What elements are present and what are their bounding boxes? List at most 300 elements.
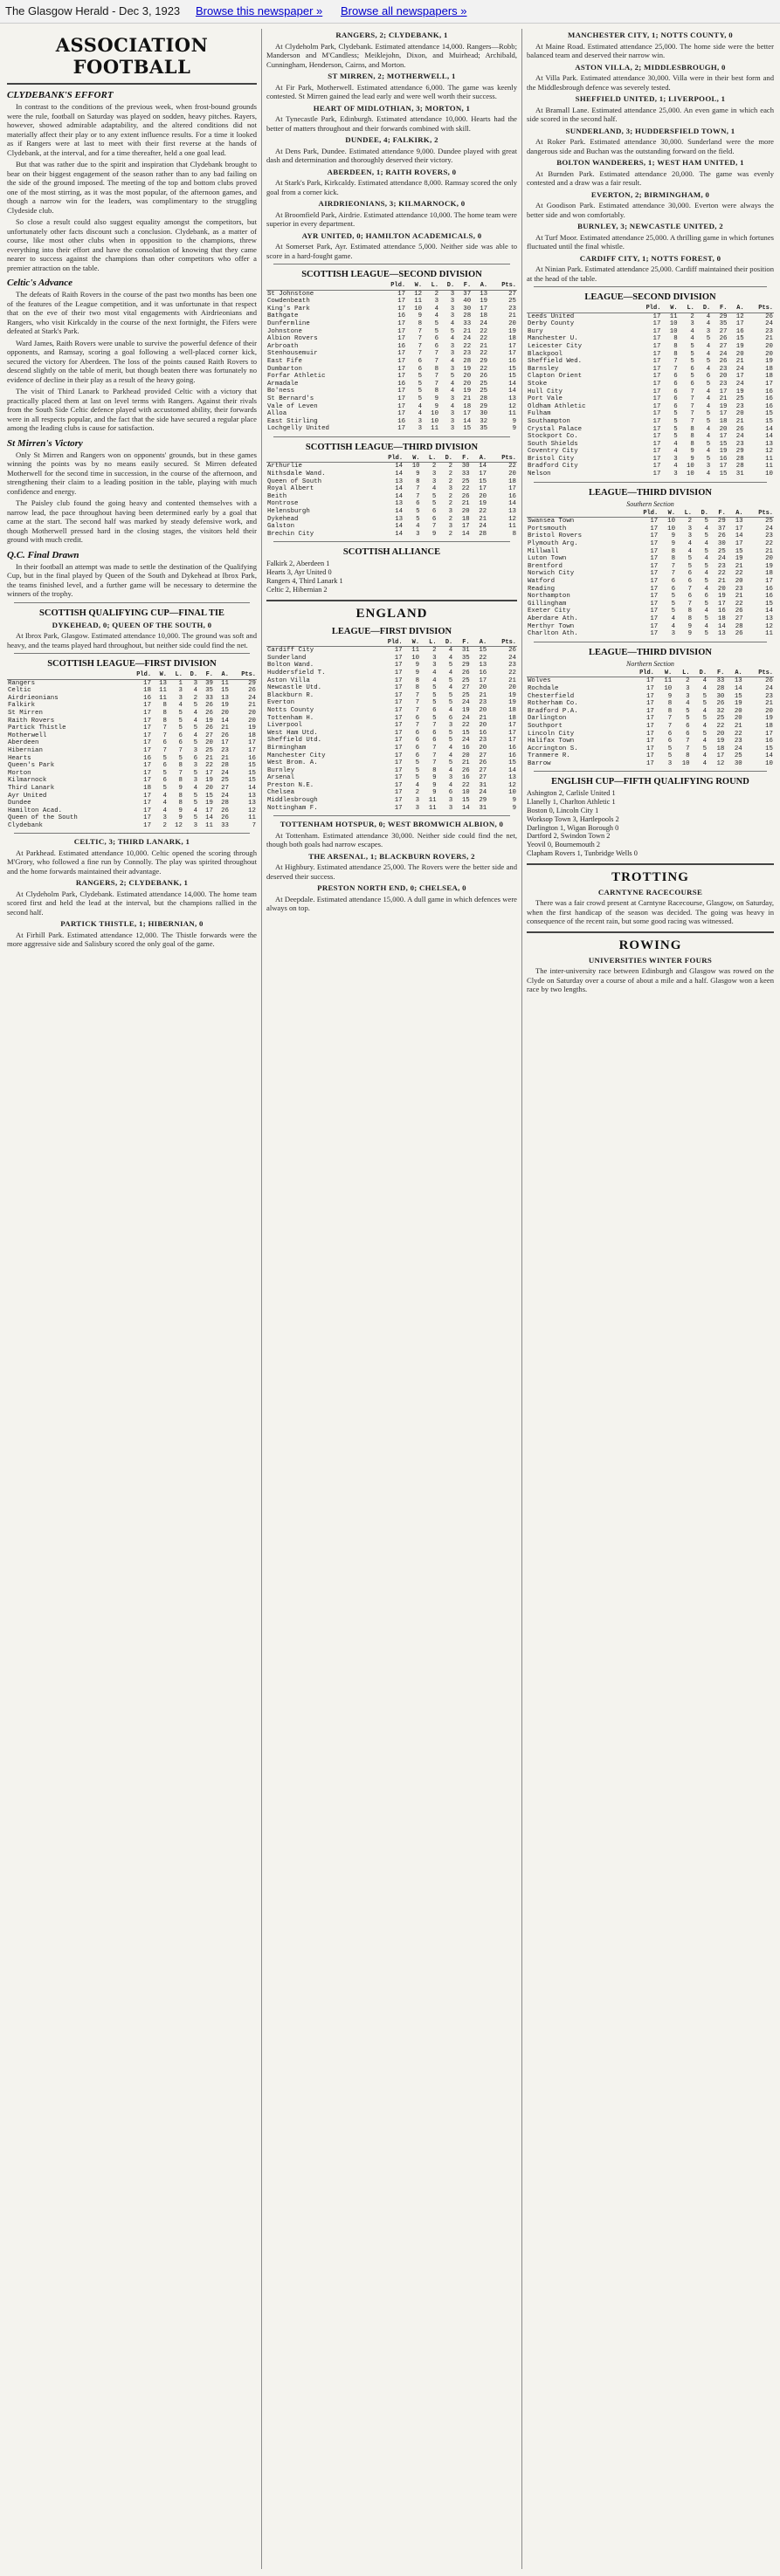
table-cell: 5 — [416, 515, 420, 523]
table-cell: 16 — [719, 455, 728, 463]
table-cell: 5 — [193, 725, 198, 732]
divider — [7, 83, 257, 85]
table-cell: 17 — [646, 752, 654, 760]
table-cell: 5 — [704, 532, 708, 540]
table-cell: 17 — [646, 730, 654, 738]
table-cell: 4 — [704, 585, 708, 593]
table-cell: 24 — [221, 792, 229, 800]
table-cell: 26 — [221, 732, 229, 739]
table-header-row — [527, 670, 774, 677]
team-name: Bury — [528, 327, 543, 335]
table-cell: 26 — [735, 630, 743, 638]
table-cell: 7 — [687, 600, 692, 608]
table-cell: 3 — [450, 350, 455, 358]
team-name: Swansea Town — [528, 518, 575, 526]
section-heading: St Mirren's Victory — [7, 437, 83, 449]
table-cell: 17 — [719, 433, 728, 441]
english-match-reports — [266, 820, 517, 913]
table-cell: 17 — [652, 350, 661, 358]
table-cell: 8 — [416, 477, 420, 485]
table-cell: 17 — [394, 691, 403, 699]
table-cell: 14 — [395, 492, 404, 500]
table-cell: 17 — [650, 518, 659, 526]
table-cell: 2 — [431, 463, 437, 471]
result-line: Darlington 1, Wigan Borough 0 — [527, 823, 619, 832]
table-cell: 17 — [652, 395, 661, 403]
table-cell: 3 — [450, 305, 455, 313]
team-name: West Brom. A. — [267, 759, 318, 767]
divider — [534, 286, 767, 287]
table-cell: 3 — [686, 684, 690, 692]
table-cell: 26 — [221, 807, 229, 814]
table-cell: 6 — [415, 737, 420, 745]
table-cell: 11 — [221, 679, 229, 687]
table-cell: 3 — [690, 320, 694, 328]
table-cell: 19 — [735, 388, 744, 395]
table-cell: 11 — [248, 814, 256, 822]
english-second-division-heading: LEAGUE—SECOND DIVISION — [584, 292, 716, 302]
table-row — [527, 366, 774, 374]
table-cell: 5 — [671, 608, 676, 615]
table-cell: 3 — [418, 417, 423, 425]
table-cell: 3 — [450, 417, 455, 425]
browse-all-newspapers-link[interactable]: Browse all newspapers » — [341, 4, 467, 17]
article-paragraph: Ward James, Raith Rovers were unable to survive the powerful defence of their opponents, and Ramsay, scoring a goal following a well-placed corner kick, secured the victory for Aberdeen. The loss of the points caused Raith Rovers to descend slightly on the table of merit, but though beaten there was fortunately no evidence of decline in their play as a result of the heavy going. — [7, 338, 257, 384]
match-result-heading: BOLTON WANDERERS, 1; WEST HAM UNITED, 1 — [556, 158, 744, 167]
table-cell: 14 — [508, 766, 516, 774]
team-name: Millwall — [528, 547, 559, 555]
team-name: Aberdare Ath. — [528, 615, 578, 622]
table-cell: 20 — [479, 706, 487, 714]
table-cell: 14 — [395, 471, 404, 478]
result-line: Clapham Rovers 1, Tunbridge Wells 0 — [527, 849, 638, 858]
table-cell: 17 — [646, 745, 654, 752]
table-cell: 7 — [667, 722, 673, 730]
table-row — [266, 737, 517, 745]
team-name: Nithsdale Wand. — [267, 471, 326, 478]
table-cell: 4 — [704, 608, 708, 615]
table-cell: 7 — [686, 738, 690, 745]
table-cell: 16 — [508, 752, 516, 759]
table-cell: 5 — [415, 759, 420, 767]
table-cell: 27 — [205, 732, 213, 739]
column-header: W. — [655, 670, 673, 677]
table-cell: 5 — [434, 327, 439, 335]
table-cell: 17 — [397, 357, 406, 365]
table-cell: 17 — [479, 485, 487, 493]
result-line: Yeovil 0, Bournemouth 2 — [527, 841, 600, 849]
table-cell: 18 — [143, 687, 152, 695]
table-cell: 15 — [248, 777, 256, 785]
table-cell: 4 — [448, 647, 453, 655]
table-cell: 17 — [394, 789, 403, 797]
table-cell: 8 — [673, 335, 678, 343]
column-rule — [261, 29, 262, 2569]
column-three — [527, 29, 774, 2569]
table-cell: 17 — [397, 402, 406, 410]
table-cell: 11 — [431, 425, 439, 433]
table-row — [7, 687, 257, 695]
table-cell: 17 — [646, 707, 654, 715]
table-row — [527, 410, 774, 418]
table-cell: 22 — [479, 508, 487, 516]
table-cell: 9 — [434, 402, 439, 410]
table-cell: 28 — [735, 463, 744, 471]
table-cell: 20 — [717, 585, 726, 593]
table-cell: 22 — [461, 781, 470, 789]
table-cell: 7 — [418, 342, 423, 350]
table-cell: 4 — [416, 523, 420, 531]
table-row — [527, 335, 774, 343]
table-cell: 4 — [673, 463, 678, 471]
table-row — [266, 425, 517, 433]
match-report-text: At Goodison Park. Estimated attendance 30,000. Everton were always the better side and won comfortably. — [527, 201, 774, 219]
table-cell: 8 — [178, 762, 183, 770]
table-cell: 5 — [690, 373, 694, 381]
table-cell: 17 — [394, 714, 403, 722]
table-cell: 22 — [463, 342, 472, 350]
table-cell: 2 — [434, 290, 439, 298]
table-cell: 6 — [178, 732, 183, 739]
table-cell: 6 — [162, 777, 167, 785]
table-row — [527, 351, 774, 359]
table-cell: 4 — [450, 357, 455, 365]
team-name: Beith — [267, 492, 287, 500]
table-row — [527, 373, 774, 381]
column-header: A. — [214, 671, 230, 679]
team-name: Morton — [8, 769, 31, 777]
team-name: Gillingham — [528, 600, 567, 608]
table-cell: 3 — [432, 662, 437, 670]
table-cell: 17 — [143, 800, 152, 807]
table-cell: 16 — [508, 357, 516, 365]
table-cell: 23 — [735, 440, 744, 448]
table-cell: 22 — [508, 669, 516, 677]
table-cell: 10 — [667, 525, 676, 532]
table-cell: 24 — [717, 555, 726, 563]
team-name: Manchester City — [267, 752, 326, 759]
table-row — [527, 388, 774, 396]
table-cell: 24 — [461, 699, 470, 707]
table-cell: 17 — [719, 410, 728, 418]
table-cell: 16 — [479, 669, 487, 677]
table-cell: 17 — [143, 717, 152, 725]
table-cell: 26 — [205, 709, 213, 717]
table-cell: 20 — [719, 425, 728, 433]
table-cell: 20 — [508, 684, 516, 692]
table-cell: 17 — [650, 555, 659, 563]
column-header — [266, 455, 374, 463]
table-row — [266, 759, 517, 767]
team-name: Sunderland — [267, 654, 307, 662]
table-row — [7, 739, 257, 747]
table-cell: 23 — [221, 746, 229, 754]
table-row — [266, 418, 517, 426]
table-cell: 3 — [448, 797, 453, 805]
table-cell: 26 — [765, 313, 773, 320]
table-cell: 17 — [508, 485, 516, 493]
table-cell: 16 — [461, 744, 470, 752]
match-report-text: At Roker Park. Estimated attendance 30,000. Sunderland were the more dangerous side and Buchan was the outstanding forward on the field. — [527, 137, 774, 155]
browse-this-newspaper-link[interactable]: Browse this newspaper » — [196, 4, 323, 17]
table-cell: 6 — [448, 789, 453, 797]
table-cell: 35 — [480, 425, 488, 433]
rowing-heading: ROWING — [618, 938, 682, 952]
team-name: Exeter City — [528, 608, 570, 615]
table-cell: 4 — [450, 380, 455, 388]
table-cell: 22 — [717, 570, 726, 578]
table-cell: 22 — [765, 540, 773, 548]
table-cell: 5 — [432, 691, 437, 699]
table-cell: 17 — [480, 305, 488, 313]
table-cell: 5 — [706, 410, 711, 418]
match-report-text: At Tottenham. Estimated attendance 30,000. Neither side could find the net, though both goals had narrow escapes. — [266, 830, 517, 849]
table-cell: 7 — [162, 746, 167, 754]
table-cell: 3 — [193, 777, 198, 785]
team-name: Queen of South — [267, 477, 322, 485]
table-cell: 17 — [650, 525, 659, 532]
table-cell: 24 — [221, 769, 229, 777]
table-cell: 29 — [248, 679, 256, 687]
table-row — [7, 695, 257, 703]
table-cell: 13 — [508, 508, 516, 516]
table-cell: 7 — [178, 746, 183, 754]
team-name: Hearts — [8, 754, 31, 762]
table-row — [527, 677, 774, 685]
table-cell: 8 — [690, 440, 694, 448]
table-cell: 24 — [480, 319, 488, 327]
qc-final-result: DYKEHEAD, 0; QUEEN OF THE SOUTH, 0 — [52, 620, 212, 629]
table-row — [527, 570, 774, 578]
column-header: F. — [198, 671, 214, 679]
column-header: L. — [421, 455, 438, 463]
table-cell: 21 — [735, 562, 743, 570]
table-cell: 12 — [716, 759, 725, 767]
table-cell: 5 — [418, 373, 423, 381]
table-cell: 18 — [248, 732, 256, 739]
team-name: East Stirling — [267, 417, 318, 425]
table-cell: 4 — [193, 732, 198, 739]
table-cell: 30 — [717, 540, 726, 548]
table-cell: 21 — [735, 593, 743, 601]
column-header: Pld. — [125, 671, 152, 679]
column-two — [266, 29, 517, 2569]
table-cell: 7 — [434, 350, 439, 358]
second-division-heading: SCOTTISH LEAGUE—SECOND DIVISION — [301, 270, 482, 279]
table-cell: 3 — [450, 290, 455, 298]
table-cell: 20 — [719, 373, 728, 381]
table-cell: 17 — [248, 746, 256, 754]
english-first-division-table — [266, 639, 517, 813]
column-header: Pld. — [374, 639, 404, 647]
table-cell: 3 — [432, 654, 437, 662]
table-row — [527, 471, 774, 478]
column-header: D. — [693, 510, 709, 518]
table-row — [7, 747, 257, 755]
team-name: Burnley — [267, 766, 295, 774]
table-cell: 2 — [448, 477, 453, 485]
team-name: Royal Albert — [267, 485, 314, 493]
table-cell: 5 — [706, 358, 711, 366]
table-cell: 21 — [508, 677, 516, 684]
table-cell: 13 — [765, 440, 773, 448]
table-row — [7, 770, 257, 778]
team-name: Nottingham F. — [267, 804, 318, 812]
table-cell: 5 — [704, 562, 708, 570]
table-row — [266, 381, 517, 388]
table-cell: 15 — [765, 410, 773, 418]
table-cell: 12 — [175, 821, 183, 829]
table-row — [266, 313, 517, 320]
table-cell: 19 — [716, 738, 725, 745]
table-cell: 15 — [461, 729, 470, 737]
table-header-row — [7, 671, 257, 679]
table-cell: 17 — [394, 766, 403, 774]
table-cell: 35 — [461, 654, 470, 662]
table-cell: 20 — [765, 555, 773, 563]
team-name: Third Lanark — [8, 784, 55, 792]
match-report-text: At Somerset Park, Ayr. Estimated attendance 5,000. Neither side was able to score in a hard-fought game. — [266, 242, 517, 260]
table-cell: 5 — [178, 725, 183, 732]
column-header: Pld. — [632, 305, 661, 313]
table-cell: 4 — [193, 717, 198, 725]
table-row — [527, 463, 774, 471]
table-cell: 4 — [448, 752, 453, 759]
table-cell: 4 — [434, 313, 439, 320]
table-cell: 25 — [461, 691, 470, 699]
table-cell: 5 — [704, 578, 708, 585]
table-cell: 4 — [673, 440, 678, 448]
table-cell: 17 — [646, 700, 654, 708]
table-row — [266, 358, 517, 366]
table-cell: 15 — [765, 417, 773, 425]
third-south-table — [527, 510, 774, 638]
team-name: Rangers — [8, 679, 36, 687]
team-name: Rochdale — [528, 684, 559, 692]
table-cell: 5 — [448, 691, 453, 699]
table-cell: 20 — [461, 508, 470, 516]
table-cell: 4 — [702, 684, 708, 692]
match-result-heading: BURNLEY, 3; NEWCASTLE UNITED, 2 — [577, 222, 723, 230]
table-cell: 17 — [508, 342, 516, 350]
qc-final-text: At Ibrox Park, Glasgow. Estimated attendance 10,000. The ground was soft and heavy, and the teams played hard throughout, but neither side could find the net. — [7, 631, 257, 649]
table-cell: 23 — [765, 327, 773, 335]
table-cell: 8 — [434, 365, 439, 373]
team-name: Notts County — [267, 706, 314, 714]
table-cell: 25 — [765, 518, 773, 526]
table-cell: 9 — [687, 630, 692, 638]
table-row — [7, 814, 257, 822]
table-cell: 26 — [461, 492, 470, 500]
table-cell: 15 — [719, 440, 728, 448]
table-cell: 17 — [143, 814, 152, 822]
table-cell: 27 — [719, 342, 728, 350]
divider — [14, 833, 250, 834]
table-cell: 17 — [394, 699, 403, 707]
table-cell: 3 — [448, 774, 453, 782]
table-cell: 2 — [448, 463, 453, 471]
team-name: Vale of Leven — [267, 402, 318, 410]
table-cell: 19 — [221, 702, 229, 710]
table-cell: 17 — [394, 797, 403, 805]
table-row — [266, 516, 517, 524]
table-cell: 7 — [418, 335, 423, 343]
table-cell: 5 — [702, 692, 708, 700]
table-cell: 14 — [205, 814, 213, 822]
table-cell: 4 — [702, 759, 708, 767]
table-row — [266, 767, 517, 775]
table-cell: 13 — [159, 679, 167, 687]
table-cell: 8 — [432, 766, 437, 774]
table-cell: 19 — [508, 327, 516, 335]
table-cell: 4 — [450, 335, 455, 343]
table-cell: 29 — [461, 662, 470, 670]
team-name: Hibernian — [8, 746, 43, 754]
team-name: Lincoln City — [528, 730, 575, 738]
team-name: Liverpool — [267, 722, 302, 730]
table-cell: 5 — [434, 319, 439, 327]
table-header-row — [266, 639, 517, 647]
table-cell: 16 — [765, 738, 773, 745]
table-cell: 17 — [143, 725, 152, 732]
table-cell: 11 — [414, 298, 423, 306]
table-cell: 20 — [735, 410, 744, 418]
table-cell: 28 — [735, 455, 744, 463]
column-header: F. — [453, 455, 471, 463]
team-name: Crystal Palace — [528, 425, 583, 433]
table-cell: 26 — [461, 766, 470, 774]
table-row — [266, 320, 517, 328]
table-cell: 3 — [415, 797, 420, 805]
table-cell: 4 — [193, 709, 198, 717]
table-cell: 31 — [479, 804, 487, 812]
table-cell: 23 — [719, 380, 728, 388]
table-cell: 9 — [687, 622, 692, 630]
result-line: Worksop Town 3, Hartlepools 2 — [527, 814, 619, 823]
table-cell: 13 — [395, 500, 404, 508]
table-cell: 8 — [434, 388, 439, 395]
table-cell: 17 — [508, 350, 516, 358]
table-cell: 2 — [448, 471, 453, 478]
table-cell: 7 — [687, 585, 692, 593]
table-cell: 22 — [480, 350, 488, 358]
team-name: Bristol Rovers — [528, 532, 583, 540]
table-cell: 6 — [415, 729, 420, 737]
table-cell: 4 — [706, 425, 711, 433]
table-cell: 4 — [448, 654, 453, 662]
table-cell: 15 — [735, 335, 744, 343]
table-row — [7, 702, 257, 710]
table-cell: 23 — [735, 402, 744, 410]
table-cell: 21 — [735, 358, 744, 366]
table-cell: 37 — [717, 525, 726, 532]
browser-toolbar — [0, 0, 780, 24]
table-cell: 17 — [143, 821, 152, 829]
table-cell: 6 — [193, 754, 198, 762]
table-cell: 31 — [461, 647, 470, 655]
article-paragraph: So close a result could also suggest equality amongst the competitors, but unfortunately other facts discount such a conclusion. Clydebank, as a matter of course, like most other clubs when in opposition to the champions, threw everything into their effort and have the consolation of knowing that they came nearer to success against the champions than other competitors who offer a premier attraction on the table. — [7, 217, 257, 272]
team-name: Blackpool — [528, 350, 563, 358]
match-result-heading: ABERDEEN, 1; RAITH ROVERS, 0 — [327, 167, 457, 176]
table-cell: 20 — [734, 715, 742, 723]
table-cell: 8 — [667, 707, 673, 715]
table-cell: 10 — [765, 471, 773, 478]
team-name: Huddersfield T. — [267, 669, 326, 677]
table-cell: 5 — [704, 518, 708, 526]
table-row — [266, 463, 517, 471]
table-row — [527, 418, 774, 426]
table-cell: 19 — [508, 699, 516, 707]
